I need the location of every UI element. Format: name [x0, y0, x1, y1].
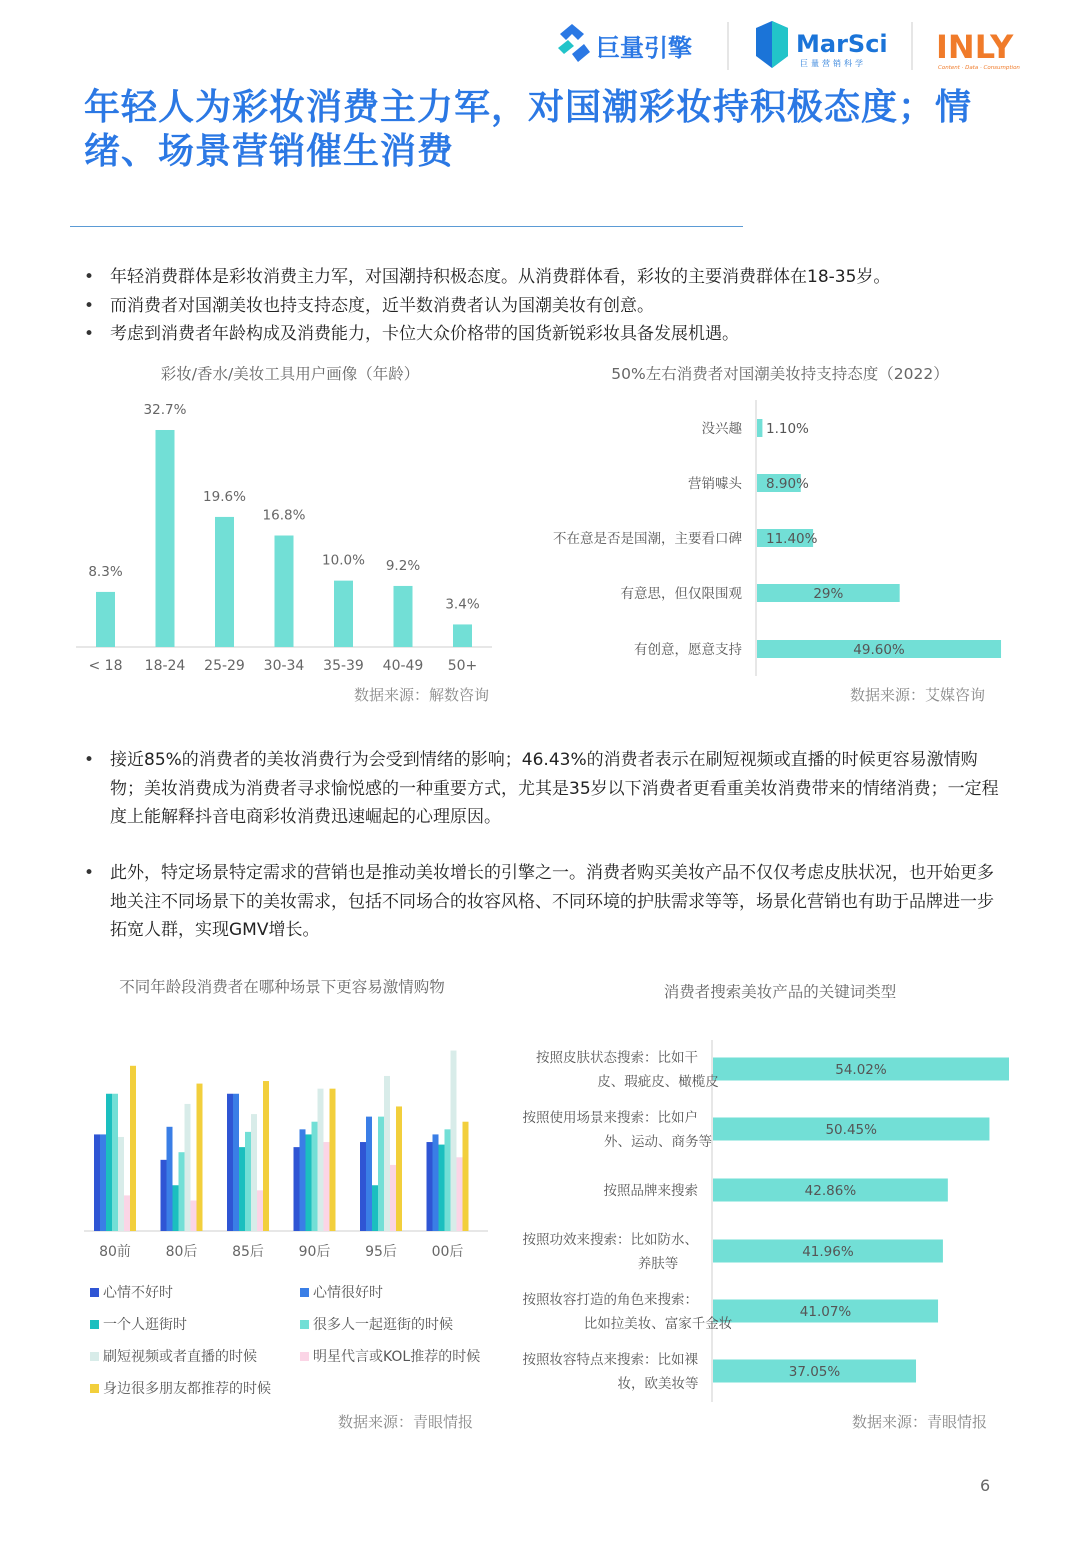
legend-label: 很多人一起逛街的时候 — [313, 1317, 453, 1333]
chart2-title: 50%左右消费者对国潮美妆持支持态度（2022） — [611, 365, 949, 383]
tick-label: 85后 — [232, 1244, 264, 1260]
data-label: 16.8% — [262, 507, 306, 524]
page-number: 6 — [980, 1476, 991, 1495]
age-bar-chart — [70, 390, 500, 680]
bar — [378, 1117, 384, 1231]
bar — [324, 1142, 330, 1231]
legend-item — [90, 1282, 173, 1302]
bar — [96, 592, 115, 647]
tick-label: 00后 — [431, 1244, 464, 1260]
data-label: 3.4% — [445, 596, 480, 613]
inly-logo-sub: Content · Data · Consumption — [938, 65, 1020, 71]
chart2-source: 数据来源：艾媒咨询 — [850, 686, 986, 704]
title-divider — [70, 226, 743, 227]
legend-label: 一个人逛街时 — [103, 1317, 187, 1333]
data-label: 41.07% — [799, 1304, 852, 1320]
data-label: 32.7% — [143, 401, 187, 418]
bar — [384, 1076, 390, 1231]
bullet-item: • 考虑到消费者年龄构成及消费能力，卡位大众价格带的国货新锐彩妆具备发展机遇。 — [84, 320, 1014, 349]
header-logos — [550, 18, 1040, 76]
bar — [318, 1089, 324, 1231]
data-label: 19.6% — [203, 488, 246, 505]
category-label: 营销噱头 — [688, 476, 742, 492]
category-label: 按照皮肤状态搜索：比如干 — [536, 1050, 698, 1066]
tick-label: 35-39 — [323, 658, 364, 674]
tick-label: 80后 — [165, 1244, 198, 1260]
keyword-bar-chart — [500, 1040, 1020, 1410]
bar — [215, 517, 234, 647]
bar — [445, 1129, 451, 1231]
bar — [124, 1195, 130, 1231]
bullet-list-top — [84, 263, 1014, 349]
data-label: 8.3% — [88, 563, 123, 580]
category-label: 养肤等 — [637, 1256, 679, 1272]
legend-swatch — [300, 1320, 309, 1329]
data-label: 42.86% — [804, 1183, 857, 1199]
legend-swatch — [90, 1288, 99, 1297]
bar — [106, 1094, 112, 1231]
data-label: 37.05% — [788, 1364, 841, 1380]
bar — [366, 1117, 372, 1231]
inly-logo — [936, 28, 1020, 71]
category-label: 有意思，但仅限围观 — [620, 586, 742, 602]
legend-swatch — [90, 1352, 99, 1361]
bar — [427, 1142, 433, 1231]
data-label: 50.45% — [825, 1122, 877, 1138]
bar — [294, 1147, 300, 1231]
bar — [167, 1127, 173, 1231]
bar — [100, 1134, 106, 1231]
data-label: 49.60% — [853, 642, 905, 658]
category-label: 皮、瑕疵皮、橄榄皮 — [597, 1074, 719, 1090]
bar — [130, 1066, 136, 1231]
bar — [94, 1134, 100, 1231]
marsci-logo — [756, 21, 888, 68]
tick-label: < 18 — [88, 658, 123, 674]
legend-label: 心情很好时 — [313, 1285, 383, 1301]
legend-item — [300, 1282, 383, 1302]
bar — [457, 1157, 463, 1231]
inly-logo-text: INLY — [936, 28, 1014, 66]
legend-label: 心情不好时 — [103, 1285, 173, 1301]
bar — [312, 1122, 318, 1231]
chart4-title: 消费者搜索美妆产品的关键词类型 — [663, 983, 897, 1001]
bar — [360, 1142, 366, 1231]
tick-label: 30-34 — [263, 658, 305, 674]
bar — [161, 1160, 167, 1231]
bar — [239, 1147, 245, 1231]
bar — [463, 1122, 469, 1231]
marsci-logo-text: MarSci — [796, 30, 888, 58]
bullet-item: • 而消费者对国潮美妆也持支持态度，近半数消费者认为国潮美妆有创意。 — [84, 292, 1014, 321]
bar — [300, 1129, 306, 1231]
category-label: 按照使用场景来搜索：比如户 — [522, 1110, 698, 1126]
bar — [156, 430, 175, 647]
legend-item — [90, 1378, 271, 1398]
data-label: 9.2% — [385, 557, 421, 574]
tick-label: 25-29 — [204, 658, 245, 674]
tick-label: 18-24 — [144, 658, 186, 674]
bullet-item: • 此外，特定场景特定需求的营销也是推动美妆增长的引擎之一。消费者购买美妆产品不仅仅考虑皮肤状况，也开始更多地关注不同场景下的美妆需求，包括不同场合的妆容风格、不同环境的护肤需求等等，场景化营销也有助于品牌进一步拓宽人群，实现GMV增长。 — [84, 859, 1009, 945]
juliang-logo-icon — [560, 24, 584, 40]
bar — [179, 1152, 185, 1231]
chart3-title: 不同年龄段消费者在哪种场景下更容易激情购物 — [119, 978, 445, 996]
data-label: 41.96% — [802, 1244, 854, 1260]
legend-swatch — [90, 1384, 99, 1393]
attitude-bar-chart — [530, 400, 1020, 680]
chart3-source: 数据来源：青眼情报 — [338, 1413, 474, 1431]
legend-label: 身边很多朋友都推荐的时候 — [103, 1381, 271, 1397]
category-label: 外、运动、商务等 — [604, 1134, 712, 1150]
juliang-logo-text: 巨量引擎 — [596, 34, 692, 62]
category-label: 比如拉美妆、富家千金妆 — [583, 1316, 733, 1332]
chart4-source: 数据来源：青眼情报 — [852, 1413, 988, 1431]
chart1-source: 数据来源：解数咨询 — [354, 686, 490, 704]
bar — [451, 1051, 457, 1231]
bar — [275, 536, 294, 647]
legend-item — [90, 1346, 257, 1366]
category-label: 不在意是否是国潮，主要看口碑 — [553, 531, 742, 547]
bar — [757, 419, 762, 437]
bar — [233, 1094, 239, 1231]
data-label: 29% — [813, 586, 844, 602]
chart1-title: 彩妆/香水/美妆工具用户画像（年龄） — [160, 365, 420, 383]
category-label: 没兴趣 — [701, 421, 742, 437]
bar — [245, 1132, 251, 1231]
bar — [173, 1185, 179, 1231]
data-label: 1.10% — [766, 421, 809, 437]
bar — [396, 1106, 402, 1231]
data-label: 10.0% — [322, 552, 365, 569]
bar — [263, 1081, 269, 1231]
bar — [330, 1089, 336, 1231]
tick-label: 40-49 — [382, 658, 424, 674]
tick-label: 50+ — [447, 658, 478, 674]
bar — [251, 1114, 257, 1231]
bar — [453, 624, 472, 647]
legend-label: 刷短视频或者直播的时候 — [103, 1349, 257, 1365]
marsci-logo-sub: 巨量营销科学 — [800, 59, 866, 68]
bar — [334, 581, 353, 647]
legend-swatch — [300, 1288, 309, 1297]
category-label: 按照妆容打造的角色来搜索： — [522, 1292, 698, 1308]
chart3-legend — [90, 1282, 500, 1410]
juliang-logo — [558, 24, 692, 62]
legend-swatch — [300, 1352, 309, 1361]
data-label: 11.40% — [766, 531, 818, 547]
bar — [306, 1134, 312, 1231]
bar — [112, 1094, 118, 1231]
bullet-item: • 接近85%的消费者的美妆消费行为会受到情绪的影响；46.43%的消费者表示在刷短视频或直播的时候更容易激情购物；美妆消费成为消费者寻求愉悦感的一种重要方式，尤其是35岁以下消费者更看重美妆消费带来的情绪消费；一定程度上能解释抖音电商彩妆消费迅速崛起的心理原因。 — [84, 746, 1009, 832]
category-label: 按照功效来搜索：比如防水、 — [522, 1232, 698, 1248]
bar — [372, 1185, 378, 1231]
category-label: 妆，欧美妆等 — [617, 1376, 699, 1392]
category-label: 按照妆容特点来搜索：比如裸 — [522, 1352, 698, 1368]
bar — [433, 1134, 439, 1231]
bar — [394, 586, 413, 647]
scene-grouped-bar-chart — [84, 1040, 494, 1270]
bar — [118, 1137, 124, 1231]
legend-item — [300, 1314, 453, 1334]
bar — [185, 1104, 191, 1231]
legend-item — [300, 1346, 480, 1366]
bar — [390, 1165, 396, 1231]
bullet-item: • 年轻消费群体是彩妆消费主力军，对国潮持积极态度。从消费群体看，彩妆的主要消费群体在18-35岁。 — [84, 263, 1014, 292]
data-label: 54.02% — [835, 1062, 887, 1078]
data-label: 8.90% — [766, 476, 809, 492]
category-label: 有创意，愿意支持 — [634, 642, 742, 658]
bar — [257, 1190, 263, 1231]
bar — [197, 1084, 203, 1231]
tick-label: 95后 — [365, 1244, 397, 1260]
page-title: 年轻人为彩妆消费主力军，对国潮彩妆持积极态度；情绪、场景营销催生消费 — [84, 87, 973, 172]
category-label: 按照品牌来搜索 — [603, 1183, 698, 1199]
legend-swatch — [90, 1320, 99, 1329]
tick-label: 80前 — [99, 1244, 131, 1260]
tick-label: 90后 — [298, 1244, 331, 1260]
legend-label: 明星代言或KOL推荐的时候 — [313, 1349, 481, 1365]
bar — [227, 1094, 233, 1231]
legend-item — [90, 1314, 187, 1334]
bullet-list-mid — [84, 746, 1009, 832]
bar — [439, 1145, 445, 1231]
bullet-list-scene — [84, 859, 1009, 945]
bar — [191, 1201, 197, 1232]
